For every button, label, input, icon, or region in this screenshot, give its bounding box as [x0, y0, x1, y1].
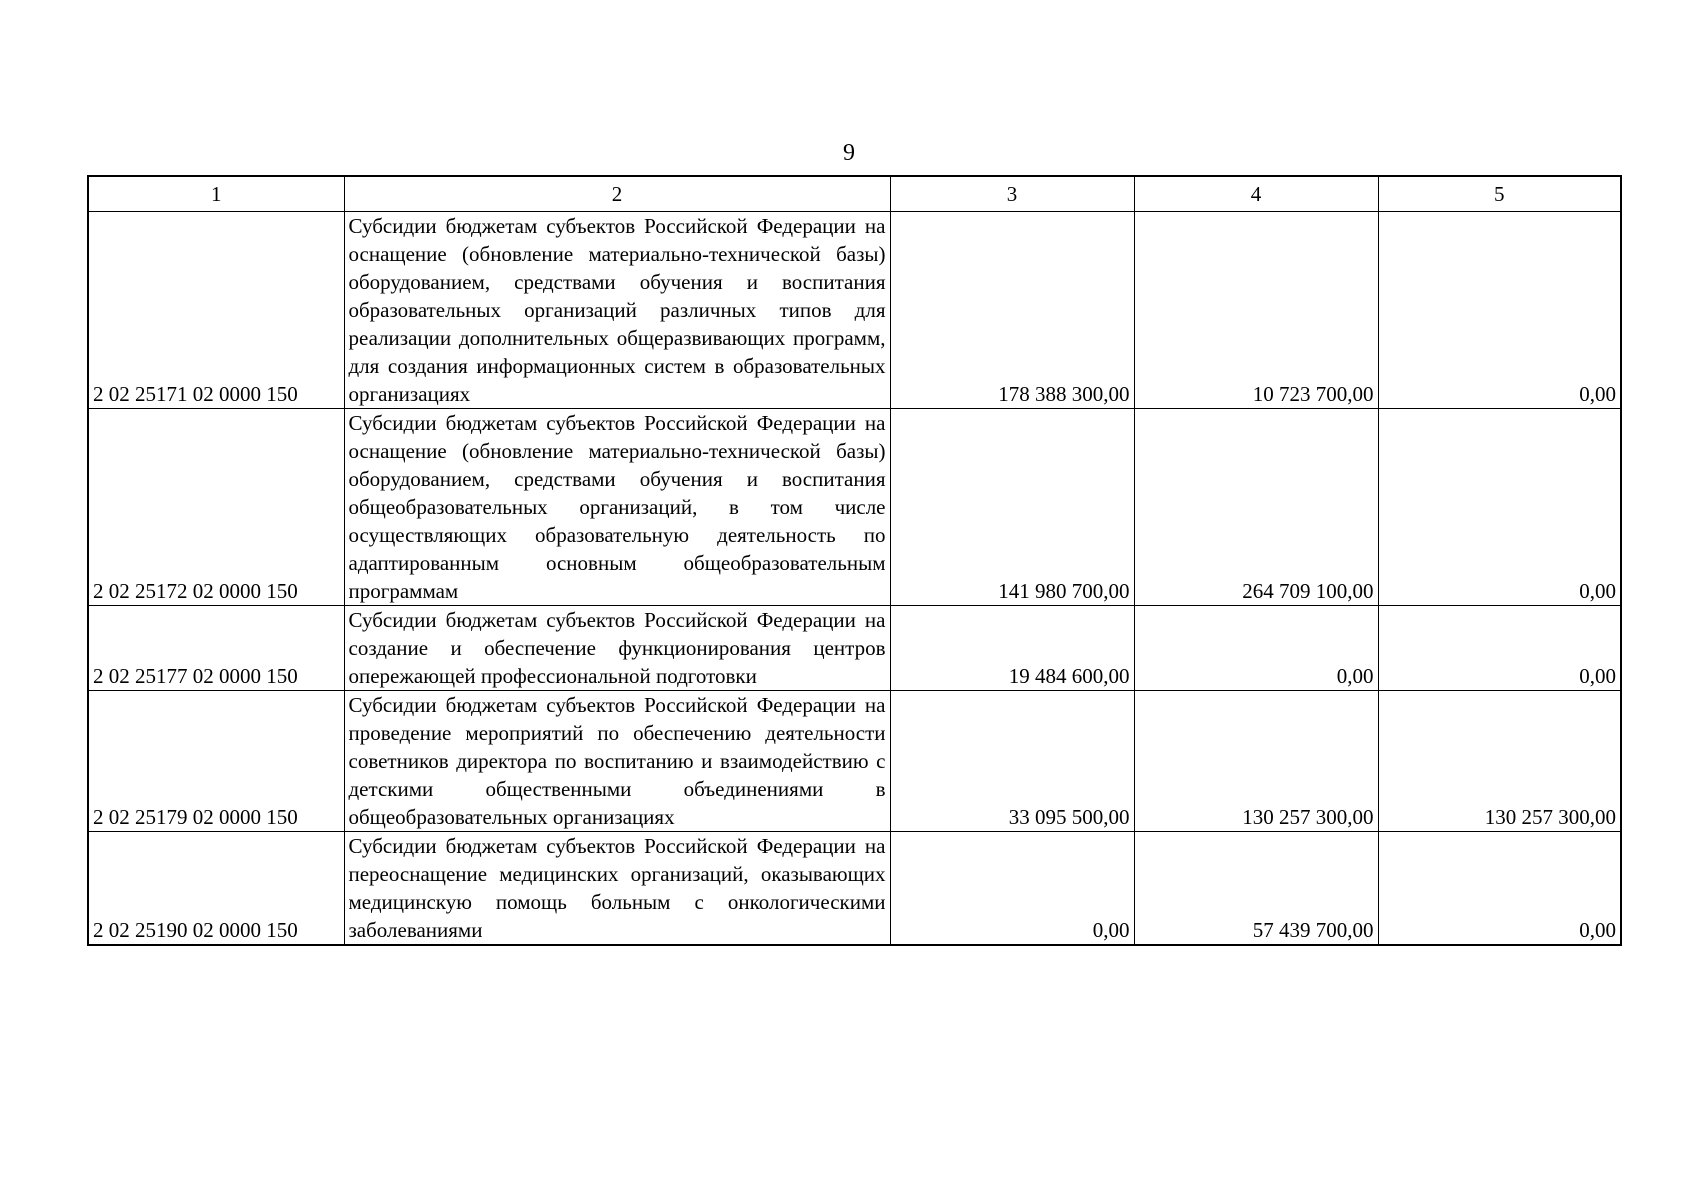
- row-description: Субсидии бюджетам субъектов Российской Федерации на создание и обеспечение функционирования центров опережающей профессиональной подготовки: [344, 606, 890, 691]
- row-amount-col5: 0,00: [1378, 832, 1621, 946]
- row-code: 2 02 25171 02 0000 150: [88, 212, 344, 409]
- table-row: [88, 409, 1621, 606]
- row-code: 2 02 25172 02 0000 150: [88, 409, 344, 606]
- row-code: 2 02 25177 02 0000 150: [88, 606, 344, 691]
- row-description: Субсидии бюджетам субъектов Российской Федерации на оснащение (обновление материально-технической базы) оборудованием, средствами обучения и воспитания общеобразовательных организаций, в том числе осуществляющих образовательную деятельность по адаптированным основным общеобразовательным программам: [344, 409, 890, 606]
- row-code: 2 02 25179 02 0000 150: [88, 691, 344, 832]
- row-amount-col3: 33 095 500,00: [890, 691, 1134, 832]
- row-amount-col5: 0,00: [1378, 409, 1621, 606]
- column-header-5: 5: [1378, 176, 1621, 212]
- column-header-1: 1: [88, 176, 344, 212]
- column-header-3: 3: [890, 176, 1134, 212]
- table-row: [88, 606, 1621, 691]
- budget-table: [87, 175, 1622, 946]
- row-amount-col4: 10 723 700,00: [1134, 212, 1378, 409]
- row-amount-col5: 0,00: [1378, 606, 1621, 691]
- row-amount-col4: 130 257 300,00: [1134, 691, 1378, 832]
- header-row: [88, 176, 1621, 212]
- row-amount-col4: 264 709 100,00: [1134, 409, 1378, 606]
- row-description: Субсидии бюджетам субъектов Российской Федерации на оснащение (обновление материально-технической базы) оборудованием, средствами обучения и воспитания образовательных организаций различных типов для реализации дополнительных общеразвивающих программ, для создания информационных систем в образовательных организациях: [344, 212, 890, 409]
- column-header-2: 2: [344, 176, 890, 212]
- row-amount-col3: 0,00: [890, 832, 1134, 946]
- table-row: [88, 691, 1621, 832]
- row-amount-col4: 57 439 700,00: [1134, 832, 1378, 946]
- row-amount-col3: 178 388 300,00: [890, 212, 1134, 409]
- row-amount-col4: 0,00: [1134, 606, 1378, 691]
- row-description: Субсидии бюджетам субъектов Российской Федерации на переоснащение медицинских организаций, оказывающих медицинскую помощь больным с онкологическими заболеваниями: [344, 832, 890, 946]
- row-description: Субсидии бюджетам субъектов Российской Федерации на проведение мероприятий по обеспечению деятельности советников директора по воспитанию и взаимодействию с детскими общественными объединениями в общеобразовательных организациях: [344, 691, 890, 832]
- column-header-4: 4: [1134, 176, 1378, 212]
- table-row: [88, 212, 1621, 409]
- row-code: 2 02 25190 02 0000 150: [88, 832, 344, 946]
- row-amount-col5: 130 257 300,00: [1378, 691, 1621, 832]
- page-number: 9: [843, 140, 855, 166]
- row-amount-col3: 19 484 600,00: [890, 606, 1134, 691]
- table-row: [88, 832, 1621, 946]
- row-amount-col5: 0,00: [1378, 212, 1621, 409]
- row-amount-col3: 141 980 700,00: [890, 409, 1134, 606]
